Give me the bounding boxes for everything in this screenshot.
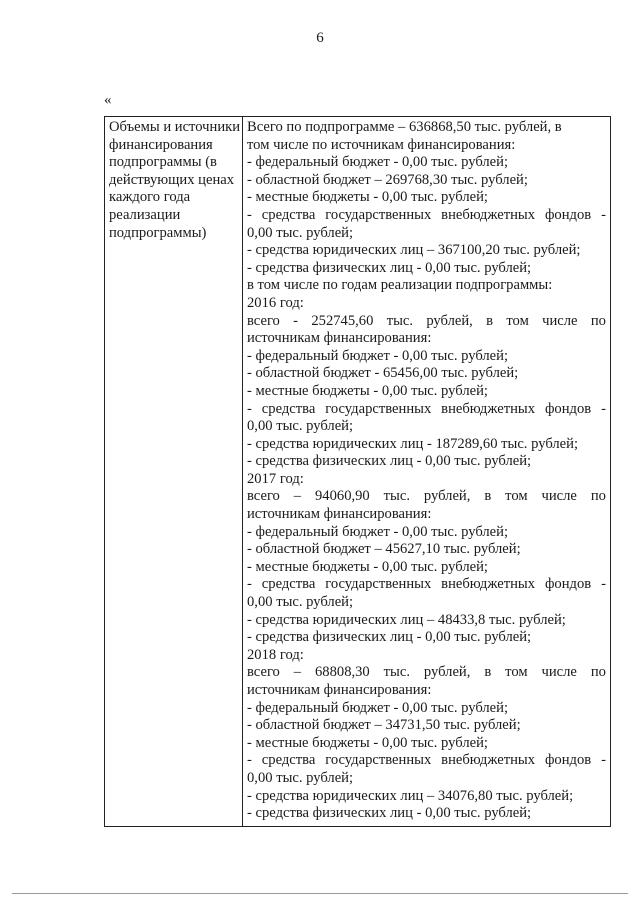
label-line: подпрограммы)	[109, 224, 207, 241]
content-line: Всего по подпрограмме – 636868,50 тыс. рублей, в	[247, 119, 562, 135]
content-line: - средства государственных внебюджетных фондов -	[247, 752, 606, 769]
content-line: - местные бюджеты - 0,00 тыс. рублей;	[247, 558, 488, 575]
page-bottom-rule	[12, 893, 628, 894]
content-line: всего – 68808,30 тыс. рублей, в том числе по	[247, 664, 606, 681]
content-line: источникам финансирования:	[247, 506, 432, 523]
content-line: - областной бюджет – 45627,10 тыс. рублей;	[247, 541, 521, 558]
page-number: 6	[316, 30, 324, 46]
content-line: источникам финансирования:	[247, 330, 432, 347]
funding-table	[104, 116, 611, 827]
content-line: 2016 год:	[247, 294, 304, 311]
label-cell	[105, 117, 243, 827]
label-line: действующих ценах	[109, 171, 235, 188]
content-line: том числе по источникам финансирования:	[247, 136, 516, 153]
content-line: - средства юридических лиц - 187289,60 тыс. рублей;	[247, 435, 579, 452]
content-line: - средства юридических лиц – 48433,8 тыс. рублей;	[247, 611, 566, 628]
content-line: 0,00 тыс. рублей;	[247, 594, 354, 611]
label-line: финансирования	[109, 136, 213, 153]
content-line: всего - 252745,60 тыс. рублей, в том числе по	[247, 312, 606, 329]
content-line: 0,00 тыс. рублей;	[247, 224, 354, 241]
content-line: 2017 год:	[247, 470, 304, 487]
content-line: всего – 94060,90 тыс. рублей, в том числе по	[247, 488, 606, 505]
content-line: источникам финансирования:	[247, 682, 432, 698]
content-line: - средства физических лиц - 0,00 тыс. рублей;	[247, 259, 532, 276]
content-line: 0,00 тыс. рублей;	[247, 418, 354, 435]
content-line: 2018 год:	[247, 646, 304, 663]
content-line: - средства физических лиц - 0,00 тыс. рублей;	[247, 453, 532, 470]
content-line: - средства физических лиц - 0,00 тыс. рублей;	[247, 629, 532, 646]
content-line: - федеральный бюджет - 0,00 тыс. рублей;	[247, 523, 509, 540]
content-line: - областной бюджет – 269768,30 тыс. рублей;	[247, 171, 528, 188]
content-line: - средства государственных внебюджетных фондов -	[247, 400, 606, 417]
content-line: - средства физических лиц - 0,00 тыс. рублей;	[247, 805, 532, 822]
content-line: - федеральный бюджет - 0,00 тыс. рублей;	[247, 347, 509, 364]
content-line: - местные бюджеты - 0,00 тыс. рублей;	[247, 382, 488, 399]
table-row	[105, 117, 611, 827]
opening-quote-mark: «	[104, 92, 112, 108]
content-line: - местные бюджеты - 0,00 тыс. рублей;	[247, 189, 488, 206]
content-line: - средства государственных внебюджетных фондов -	[247, 576, 606, 593]
content-line: 0,00 тыс. рублей;	[247, 769, 354, 786]
content-line: - федеральный бюджет - 0,00 тыс. рублей;	[247, 154, 509, 171]
label-line: каждого года	[109, 189, 191, 206]
label-line: реализации	[109, 206, 181, 223]
content-line: - средства юридических лиц – 367100,20 тыс. рублей;	[247, 242, 581, 259]
content-cell	[243, 117, 611, 827]
label-line: подпрограммы (в	[109, 154, 217, 171]
content-line: - федеральный бюджет - 0,00 тыс. рублей;	[247, 699, 509, 716]
label-line: Объемы и источники	[109, 119, 241, 135]
content-line: - средства государственных внебюджетных фондов -	[247, 206, 606, 223]
content-line: - областной бюджет - 65456,00 тыс. рублей;	[247, 365, 519, 382]
content-line: - средства юридических лиц – 34076,80 тыс. рублей;	[247, 787, 574, 804]
content-line: в том числе по годам реализации подпрограммы:	[247, 277, 553, 294]
content-line: - местные бюджеты - 0,00 тыс. рублей;	[247, 734, 488, 751]
content-line: - областной бюджет – 34731,50 тыс. рублей;	[247, 717, 521, 734]
